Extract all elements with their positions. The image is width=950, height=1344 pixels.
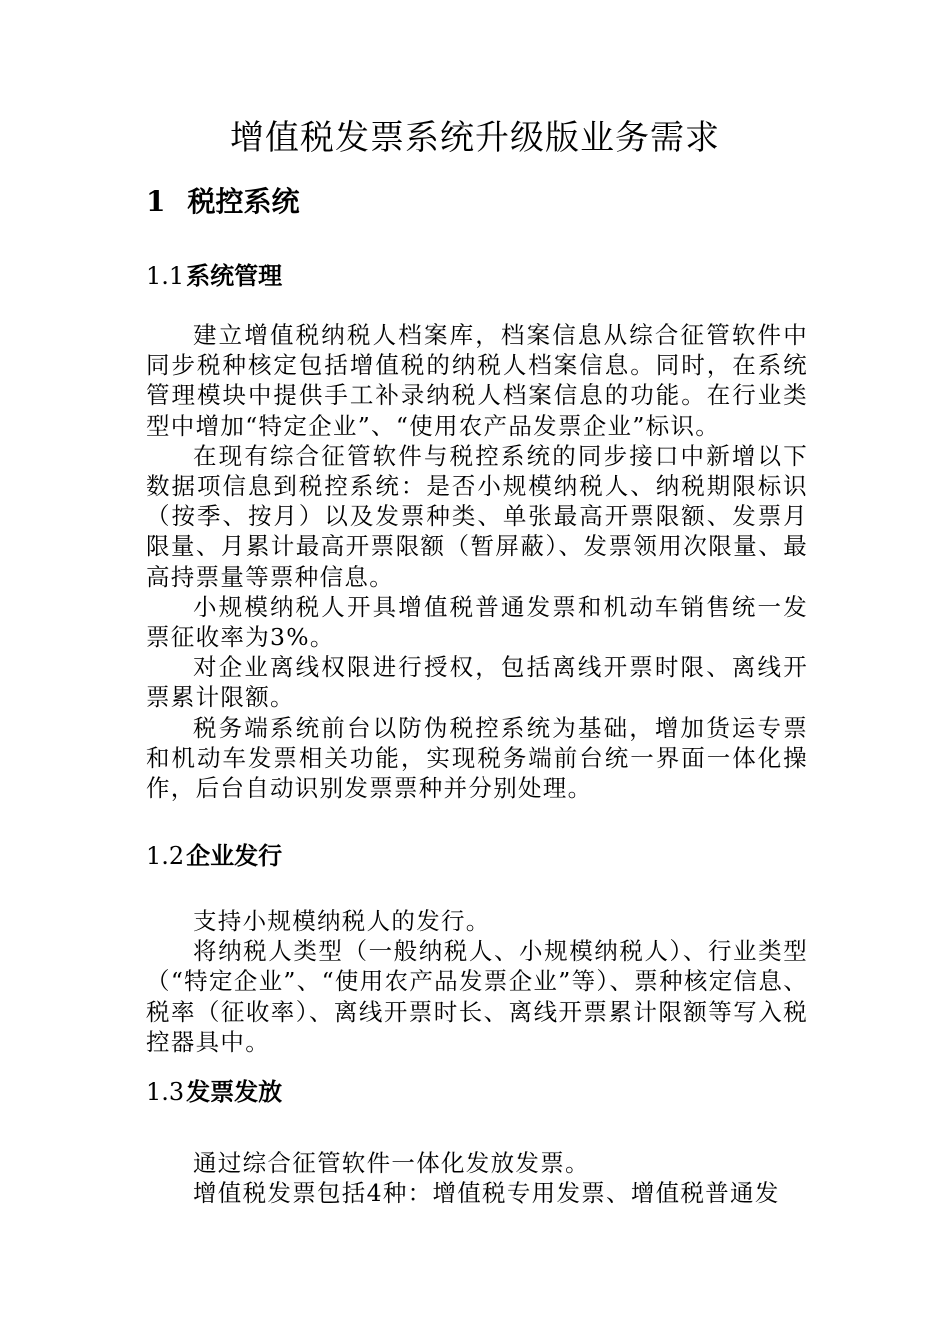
section-title: 企业发行 [186, 841, 283, 870]
section-body-1-3 [146, 1148, 808, 1208]
section-heading-1-1 [146, 260, 282, 292]
paragraph: 税务端系统前台以防伪税控系统为基础，增加货运专票和机动车发票相关功能，实现税务端前台统一界面一体化操作，后台自动识别发票票种并分别处理。 [146, 713, 808, 803]
paragraph: 在现有综合征管软件与税控系统的同步接口中新增以下数据项信息到税控系统：是否小规模纳税人、纳税期限标识（按季、按月）以及发票种类、单张最高开票限额、发票月限量、月累计最高开票限额（暂屏蔽）、发票领用次限量、最高持票量等票种信息。 [146, 441, 808, 591]
paragraph: 支持小规模纳税人的发行。 [193, 907, 491, 935]
section-heading-1-3 [146, 1076, 282, 1108]
document-title: 增值税发票系统升级版业务需求 [230, 118, 720, 158]
paragraph: 对企业离线权限进行授权，包括离线开票时限、离线开票累计限额。 [146, 653, 808, 712]
section-number: 1.2 [146, 842, 185, 870]
chapter-heading [146, 184, 300, 220]
section-number: 1.1 [146, 262, 185, 290]
chapter-number: 1 [146, 185, 166, 218]
paragraph: 建立增值税纳税人档案库，档案信息从综合征管软件中同步税种核定包括增值税的纳税人档案信息。同时，在系统管理模块中提供手工补录纳税人档案信息的功能。在行业类型中增加“特定企业”、“使用农产品发票企业”标识。 [146, 321, 808, 440]
section-heading-1-2 [146, 840, 282, 872]
chapter-title: 税控系统 [187, 185, 300, 218]
section-body-1-2 [146, 906, 808, 1057]
section-title: 发票发放 [186, 1077, 283, 1106]
section-number: 1.3 [146, 1078, 185, 1106]
paragraph: 通过综合征管软件一体化发放发票。 [193, 1149, 590, 1177]
section-body-1-1 [146, 320, 808, 803]
paragraph: 小规模纳税人开具增值税普通发票和机动车销售统一发票征收率为3%。 [146, 592, 808, 652]
section-title: 系统管理 [186, 261, 283, 290]
paragraph: 增值税发票包括4种：增值税专用发票、增值税普通发 [193, 1179, 780, 1208]
paragraph: 将纳税人类型（一般纳税人、小规模纳税人）、行业类型（“特定企业”、“使用农产品发票企业”等）、票种核定信息、税率（征收率）、离线开票时长、离线开票累计限额等写入税控器具中。 [146, 937, 808, 1056]
